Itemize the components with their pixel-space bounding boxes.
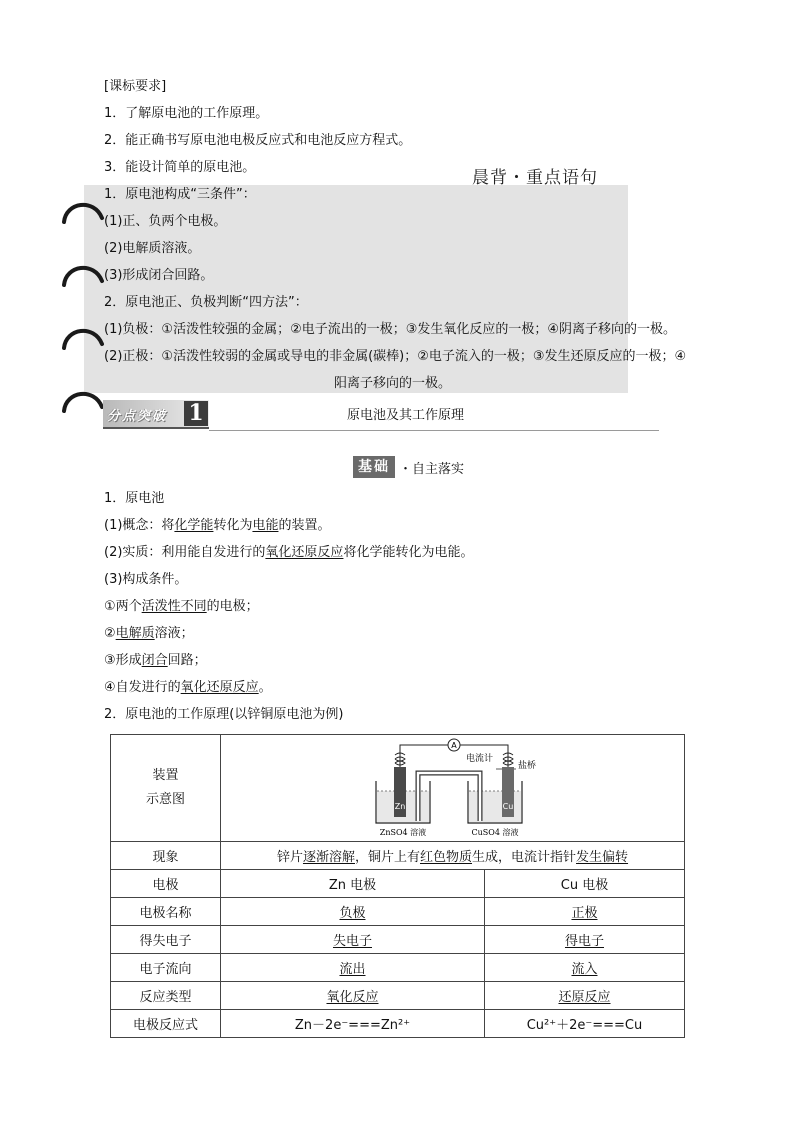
requirement-item: 2．能正确书写原电池电极反应式和电池反应方程式。	[104, 133, 412, 148]
zn-electrode-label: Zn	[394, 802, 405, 811]
phenomenon-cell: 锌片逐渐溶解，铜片上有红色物质生成，电流计指针发生偏转	[221, 842, 685, 870]
table-row: 电极 Zn 电极 Cu 电极	[111, 870, 685, 898]
ammeter-symbol: A	[450, 741, 457, 750]
principle-table	[110, 734, 685, 1038]
summary-line: (2)电解质溶液。	[104, 241, 201, 256]
cu-solution-label: CuSO4 溶液	[471, 828, 518, 837]
heading-working-principle: 2．原电池的工作原理(以锌铜原电池为例)	[104, 707, 344, 722]
condition-item: ④自发进行的氧化还原反应。	[104, 680, 272, 695]
divider	[103, 427, 209, 429]
table-row	[111, 842, 685, 870]
basics-suffix: ・自主落实	[399, 462, 465, 477]
condition-item: ②电解质溶液；	[104, 626, 194, 641]
zn-solution-label: ZnSO4 溶液	[379, 828, 426, 837]
table-row	[111, 735, 685, 842]
requirement-item: 3．能设计简单的原电池。	[104, 160, 256, 175]
binder-ring-icon	[60, 385, 106, 415]
section-title: 原电池及其工作原理	[347, 408, 465, 423]
table-row: 反应类型 氧化反应 还原反应	[111, 982, 685, 1010]
concept-line: (1)概念：将化学能转化为电能的装置。	[104, 518, 331, 533]
requirement-item: 1．了解原电池的工作原理。	[104, 106, 269, 121]
summary-line: 2．原电池正、负极判断“四方法”：	[104, 295, 308, 310]
condition-item: ③形成闭合回路；	[104, 653, 207, 668]
section-banner-number: 1	[184, 401, 208, 426]
condition-item: ①两个活泼性不同的电极；	[104, 599, 259, 614]
summary-line: (1)正、负两个电极。	[104, 214, 227, 229]
binder-ring-icon	[60, 322, 106, 352]
divider	[209, 430, 659, 431]
phenomenon-label: 现象	[111, 842, 221, 870]
table-row: 电极名称 负极 正极	[111, 898, 685, 926]
requirements-heading: [课标要求]	[104, 79, 167, 94]
basics-tag: 基础	[353, 456, 395, 478]
summary-line: (1)负极：①活泼性较强的金属；②电子流出的一极；③发生氧化反应的一极；④阴离子移向的一极。	[104, 322, 677, 337]
ammeter-label: 电流计	[465, 754, 493, 764]
table-row: 得失电子 失电子 得电子	[111, 926, 685, 954]
heading-galvanic-cell: 1．原电池	[104, 491, 165, 506]
device-label-cell: 装置 示意图	[111, 735, 221, 842]
summary-line: (3)形成闭合回路。	[104, 268, 214, 283]
conditions-heading: (3)构成条件。	[104, 572, 188, 587]
section-banner-label: 分点突破	[107, 409, 168, 424]
summary-line: 1．原电池构成“三条件”：	[104, 187, 256, 202]
summary-line: (2)正极：①活泼性较弱的金属或导电的非金属(碳棒)；②电子流入的一极；③发生还原反应的一极；④	[104, 349, 687, 364]
binder-ring-icon	[60, 196, 106, 226]
summary-line: 阳离子移向的一极。	[334, 376, 452, 391]
zinc-copper-cell-diagram	[368, 737, 538, 839]
section-banner	[103, 400, 209, 427]
table-row: 电子流向 流出 流入	[111, 954, 685, 982]
cu-electrode-label: Cu	[502, 802, 513, 811]
salt-bridge-label: 盐桥	[517, 761, 536, 771]
summary-heading: 晨背・重点语句	[472, 168, 598, 188]
binder-ring-icon	[60, 259, 106, 289]
table-row: 电极反应式 Zn－2e⁻===Zn²⁺ Cu²⁺＋2e⁻===Cu	[111, 1010, 685, 1038]
device-diagram-cell	[221, 735, 685, 842]
essence-line: (2)实质：利用能自发进行的氧化还原反应将化学能转化为电能。	[104, 545, 474, 560]
